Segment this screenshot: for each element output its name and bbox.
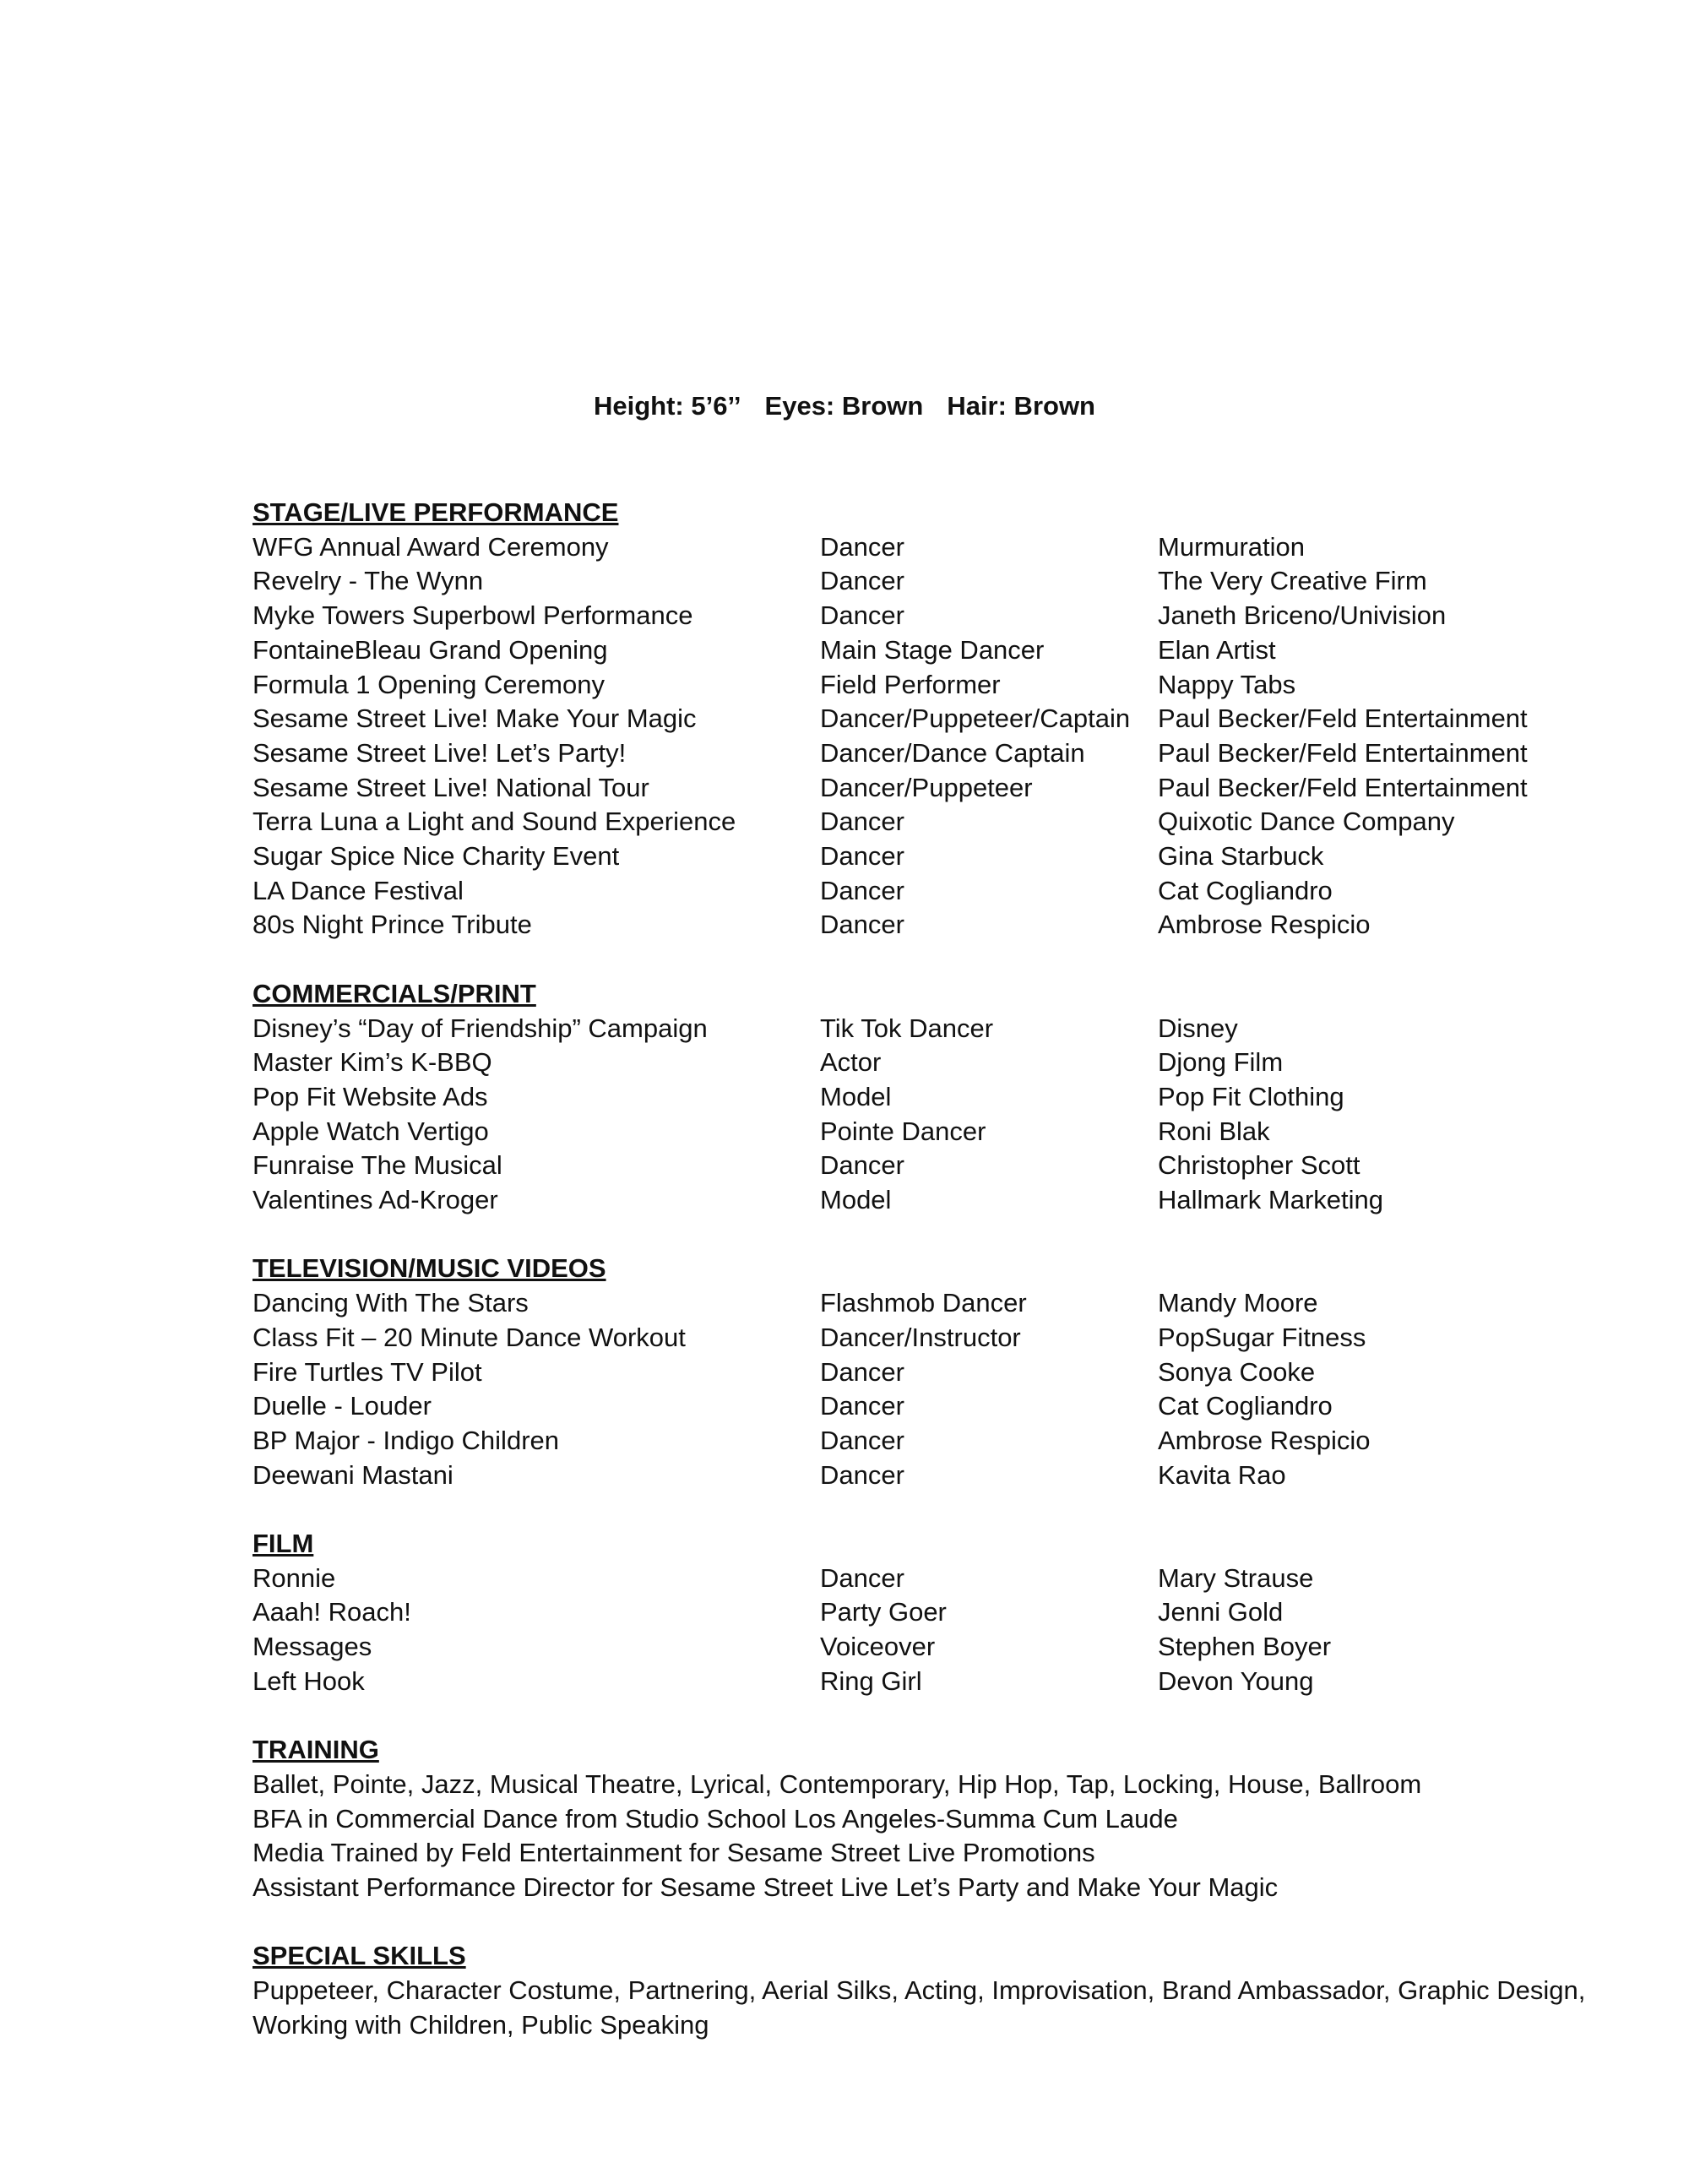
credit-row	[253, 633, 1570, 668]
section-film	[253, 1527, 1570, 1699]
credit-role: Party Goer	[820, 1597, 947, 1627]
credit-row	[253, 1389, 1570, 1424]
credit-project: Apple Watch Vertigo	[253, 1116, 489, 1146]
credit-row	[253, 1630, 1570, 1665]
eyes-stat: Eyes: Brown	[764, 391, 924, 421]
credit-row	[253, 668, 1570, 703]
section-special-skills	[253, 1939, 1586, 2042]
credit-director: Gina Starbuck	[1158, 841, 1324, 872]
credit-row	[253, 1665, 1570, 1699]
text-line: BFA in Commercial Dance from Studio School Los Angeles-Summa Cum Laude	[253, 1803, 1178, 1834]
credit-project: Formula 1 Opening Ceremony	[253, 669, 605, 699]
credit-row	[253, 1595, 1570, 1630]
credit-row	[253, 805, 1570, 839]
credit-project: Messages	[253, 1632, 372, 1662]
credit-role: Field Performer	[820, 669, 1001, 699]
credit-role: Pointe Dancer	[820, 1116, 986, 1146]
section-heading: TELEVISION/MUSIC VIDEOS	[253, 1253, 606, 1284]
credit-director: Stephen Boyer	[1158, 1632, 1332, 1662]
credit-role: Dancer	[820, 1150, 904, 1181]
credit-director: Elan Artist	[1158, 634, 1276, 665]
credit-project: Revelry - The Wynn	[253, 566, 484, 596]
credit-project: Disney’s “Day of Friendship” Campaign	[253, 1013, 708, 1043]
credit-row	[253, 1080, 1570, 1115]
credit-director: Nappy Tabs	[1158, 669, 1296, 699]
credit-director: Paul Becker/Feld Entertainment	[1158, 704, 1528, 734]
section-stage-live	[253, 496, 1570, 943]
credit-director: Paul Becker/Feld Entertainment	[1158, 737, 1528, 768]
credit-project: Sesame Street Live! Let’s Party!	[253, 737, 627, 768]
credit-director: Janeth Briceno/Univision	[1158, 600, 1447, 631]
credit-role: Dancer/Puppeteer/Captain	[820, 704, 1131, 734]
credit-role: Dancer/Puppeteer	[820, 772, 1033, 802]
credit-role: Dancer	[820, 807, 904, 837]
credit-project: Duelle - Louder	[253, 1391, 432, 1421]
credit-role: Dancer/Instructor	[820, 1322, 1021, 1352]
credit-row	[253, 1321, 1570, 1355]
credit-project: Deewani Mastani	[253, 1459, 453, 1490]
credit-director: Jenni Gold	[1158, 1597, 1284, 1627]
credit-row	[253, 1286, 1570, 1321]
credit-role: Tik Tok Dancer	[820, 1013, 994, 1043]
credit-director: The Very Creative Firm	[1158, 566, 1427, 596]
credit-project: Valentines Ad-Kroger	[253, 1185, 498, 1215]
section-heading: COMMERCIALS/PRINT	[253, 978, 536, 1008]
credit-project: Sesame Street Live! Make Your Magic	[253, 704, 697, 734]
credit-project: Left Hook	[253, 1665, 365, 1696]
credit-list	[253, 1562, 1570, 1699]
credit-role: Dancer	[820, 841, 904, 872]
credit-project: FontaineBleau Grand Opening	[253, 634, 608, 665]
section-training	[253, 1733, 1570, 1905]
credit-row	[253, 1424, 1570, 1459]
credit-project: Terra Luna a Light and Sound Experience	[253, 807, 736, 837]
text-lines	[253, 1974, 1586, 2042]
credit-list	[253, 1286, 1570, 1492]
credit-director: Quixotic Dance Company	[1158, 807, 1455, 837]
credit-role: Actor	[820, 1047, 882, 1078]
credit-row	[253, 736, 1570, 771]
credit-director: Mandy Moore	[1158, 1288, 1318, 1318]
credit-director: Devon Young	[1158, 1665, 1314, 1696]
credit-row	[253, 599, 1570, 633]
credit-project: Ronnie	[253, 1562, 336, 1593]
hair-stat: Hair: Brown	[947, 391, 1095, 421]
credit-row	[253, 1355, 1570, 1390]
credit-role: Dancer	[820, 1356, 904, 1387]
section-heading: STAGE/LIVE PERFORMANCE	[253, 497, 619, 527]
credit-row	[253, 839, 1570, 874]
credit-role: Dancer	[820, 1459, 904, 1490]
credit-row	[253, 564, 1570, 599]
credit-row	[253, 1149, 1570, 1183]
credit-list	[253, 530, 1570, 943]
credit-role: Flashmob Dancer	[820, 1288, 1027, 1318]
credit-project: Aaah! Roach!	[253, 1597, 411, 1627]
credit-role: Dancer	[820, 566, 904, 596]
credit-role: Dancer	[820, 1425, 904, 1455]
section-heading: TRAINING	[253, 1735, 379, 1765]
physical-stats	[0, 391, 1689, 421]
credit-project: Myke Towers Superbowl Performance	[253, 600, 693, 631]
text-line: Ballet, Pointe, Jazz, Musical Theatre, Lyrical, Contemporary, Hip Hop, Tap, Locking, House, Ballroom	[253, 1768, 1422, 1799]
credit-project: 80s Night Prince Tribute	[253, 910, 532, 940]
credit-role: Dancer	[820, 1391, 904, 1421]
credit-row	[253, 1183, 1570, 1218]
credit-project: Sugar Spice Nice Charity Event	[253, 841, 620, 872]
credit-director: PopSugar Fitness	[1158, 1322, 1366, 1352]
credit-row	[253, 771, 1570, 806]
credit-project: BP Major - Indigo Children	[253, 1425, 559, 1455]
credit-director: Hallmark Marketing	[1158, 1185, 1384, 1215]
credit-project: Funraise The Musical	[253, 1150, 502, 1181]
section-commercials-print	[253, 977, 1570, 1218]
section-television-music-videos	[253, 1252, 1570, 1492]
credit-role: Model	[820, 1081, 892, 1111]
credit-project: Master Kim’s K-BBQ	[253, 1047, 492, 1078]
credit-role: Dancer	[820, 875, 904, 905]
credit-director: Kavita Rao	[1158, 1459, 1286, 1490]
text-line: Assistant Performance Director for Sesame Street Live Let’s Party and Make Your Magic	[253, 1872, 1279, 1903]
credit-director: Pop Fit Clothing	[1158, 1081, 1344, 1111]
credit-role: Ring Girl	[820, 1665, 922, 1696]
credit-role: Dancer	[820, 531, 904, 562]
section-heading: FILM	[253, 1529, 314, 1559]
credit-row	[253, 1459, 1570, 1493]
credit-director: Djong Film	[1158, 1047, 1284, 1078]
credit-row	[253, 1046, 1570, 1080]
section-heading: SPECIAL SKILLS	[253, 1941, 466, 1971]
credit-director: Ambrose Respicio	[1158, 910, 1371, 940]
credit-director: Ambrose Respicio	[1158, 1425, 1371, 1455]
credit-row	[253, 530, 1570, 565]
text-line: Media Trained by Feld Entertainment for Sesame Street Live Promotions	[253, 1838, 1095, 1868]
credit-role: Main Stage Dancer	[820, 634, 1045, 665]
text-lines	[253, 1768, 1570, 1905]
credit-row	[253, 874, 1570, 909]
credit-project: Sesame Street Live! National Tour	[253, 772, 649, 802]
credit-director: Sonya Cooke	[1158, 1356, 1316, 1387]
credit-project: LA Dance Festival	[253, 875, 464, 905]
credit-role: Model	[820, 1185, 892, 1215]
credit-project: Fire Turtles TV Pilot	[253, 1356, 482, 1387]
credit-row	[253, 908, 1570, 943]
credit-director: Disney	[1158, 1013, 1238, 1043]
credit-project: WFG Annual Award Ceremony	[253, 531, 609, 562]
text-line: Working with Children, Public Speaking	[253, 2009, 709, 2040]
credit-director: Paul Becker/Feld Entertainment	[1158, 772, 1528, 802]
credit-director: Cat Cogliandro	[1158, 1391, 1333, 1421]
credit-role: Dancer	[820, 600, 904, 631]
credit-director: Mary Strause	[1158, 1562, 1314, 1593]
credit-project: Dancing With The Stars	[253, 1288, 529, 1318]
credit-role: Dancer	[820, 1562, 904, 1593]
credit-list	[253, 1012, 1570, 1218]
height-stat: Height: 5’6’’	[593, 391, 741, 421]
credit-row	[253, 702, 1570, 736]
credit-role: Dancer	[820, 910, 904, 940]
credit-director: Christopher Scott	[1158, 1150, 1360, 1181]
credit-role: Voiceover	[820, 1632, 936, 1662]
credit-project: Class Fit – 20 Minute Dance Workout	[253, 1322, 686, 1352]
credit-row	[253, 1012, 1570, 1046]
credit-director: Murmuration	[1158, 531, 1305, 562]
credit-director: Cat Cogliandro	[1158, 875, 1333, 905]
credit-role: Dancer/Dance Captain	[820, 737, 1085, 768]
credit-project: Pop Fit Website Ads	[253, 1081, 488, 1111]
credit-row	[253, 1562, 1570, 1596]
credit-director: Roni Blak	[1158, 1116, 1270, 1146]
resume-body	[253, 496, 1586, 2077]
credit-row	[253, 1115, 1570, 1149]
text-line: Puppeteer, Character Costume, Partnering, Aerial Silks, Acting, Improvisation, Brand Ambassador, Graphic Design,	[253, 1975, 1586, 2006]
